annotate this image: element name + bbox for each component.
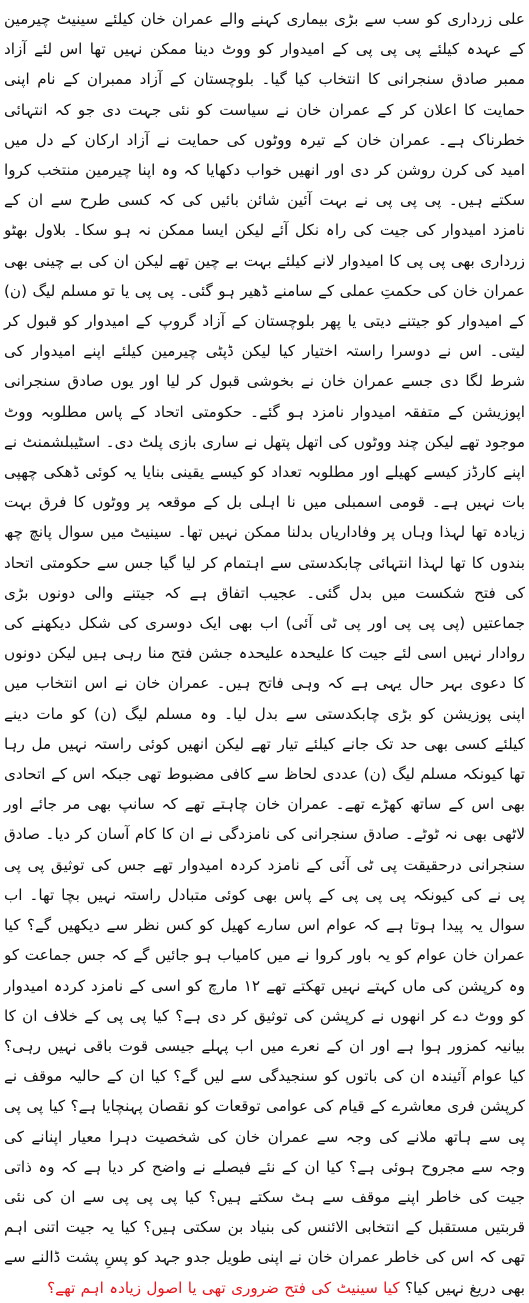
closing-question-highlight: کیا سینیٹ کی فتح ضروری تھی یا اصول زیادہ اہم تھے؟ (47, 1278, 400, 1297)
article-column (4, 4, 525, 1297)
article-paragraph (4, 4, 525, 1303)
article-body-text: علی زرداری کو سب سے بڑی بیماری کہنے والے عمران خان کیلئے سینیٹ چیرمین کے عہدہ کیلئے پی پی پی کے امیدوار کو ووٹ دینا ممکن نہیں تھا اس لئے آزاد ممبر صادق سنجرانی کا انتخاب کیا گیا۔ بلوچستان کے آزاد ممبران کے نام اپنی حمایت کا اعلان کر کے عمران خان نے سیاست کو نئی جہت دی جو کہ انتہائی خطرناک ہے۔ عمران خان کے تیرہ ووٹوں کی حمایت نے آزاد ارکان کے دل میں امید کی کرن روشن کر دی اور انھیں خواب دکھایا کہ وہ اپنا چیرمین منتخب کروا سکتے ہیں۔ پی پی پی نے بہت آئین شائن بائیں کی کہ کسی طرح سے ان کے نامزد امیدوار کی جیت کی راہ نکل آئے لیکن ایسا ممکن نہ ہو سکا۔ بلاول بھٹو زرداری بھی پی پی کا امیدوار لانے کیلئے بہت بے چین تھے لیکن ان کی بے چینی بھی عمران خان کی حکمتِ عملی کے سامنے ڈھیر ہو گئی۔ پی پی یا تو مسلم لیگ (ن) کے امیدوار کو جیتنے دیتی یا پھر بلوچستان کے آزاد گروپ کے امیدوار کو قبول کر لیتی۔ اس نے دوسرا راستہ اختیار کیا لیکن ڈپٹی چیرمین کیلئے اپنے امیدوار کی شرط لگا دی جسے عمران خان نے بخوشی قبول کر لیا اور یوں صادق سنجرانی اپوزیشن کے متفقہ امیدوار نامزد ہو گئے۔ حکومتی اتحاد کے پاس مطلوبہ ووٹ موجود تھے لیکن چند ووٹوں کی اتھل پتھل نے ساری بازی پلٹ دی۔ اسٹیبلشمنٹ نے اپنے کارڈز کیسے کھیلے اور مطلوبہ تعداد کو کیسے یقینی بنایا یہ کوئی ڈھکی چھپی بات نہیں ہے۔ قومی اسمبلی میں نا اہلی بل کے موقعہ پر ووٹوں کا فرق بہت زیادہ تھا لہذا وہاں پر وفاداریاں بدلنا ممکن نہیں تھا۔ سینیٹ میں سوال پانچ چھ بندوں کا تھا لہذا انتہائی چابکدستی سے اہتمام کر لیا گیا جس سے حکومتی اتحاد کی فتح شکست میں بدل گئی۔ عجیب اتفاق ہے کہ جیتنے والی دونوں بڑی جماعتیں (پی پی پی اور پی ٹی آئی) اب بھی ایک دوسری کی شکل دیکھنے کی روادار نہیں اسی لئے جیت کا علیحدہ علیحدہ جشن فتح منا رہی ہیں لیکن دونوں کا دعوی بہر حال یہی ہے کہ وہی فاتح ہیں۔ عمران خان نے اس انتخاب میں اپنی پوزیشن کو بڑی چابکدستی سے بدل لیا۔ وہ مسلم لیگ (ن) کو مات دینے کیلئے کسی بھی حد تک جانے کیلئے تیار تھے لیکن انھیں کوئی راستہ نہیں مل رہا تھا کیونکہ مسلم لیگ (ن) عددی لحاظ سے کافی مضبوط تھی جبکہ اس کے اتحادی بھی اس کے ساتھ کھڑے تھے۔ عمران خان چاہتے تھے کہ سانپ بھی مر جائے اور لاٹھی بھی نہ ٹوٹے۔ صادق سنجرانی کی نامزدگی نے ان کا کام آسان کر دیا۔ صادق سنجرانی درحقیقت پی ٹی آئی کے نامزد کردہ امیدوار تھے جس کی توثیق پی پی پی نے کی کیونکہ پی پی پی کے پاس بھی کوئی متبادل راستہ نہیں بچا تھا۔ اب سوال یہ پیدا ہوتا ہے کہ عوام اس سارے کھیل کو کس نظر سے دیکھیں گے؟ کیا عمران خان عوام کو یہ باور کروا نے میں کامیاب ہو جائیں گے کہ جس جماعت کو وہ کرپشن کی ماں کہتے نہیں تھکتے تھے ۱۲ مارچ کو اسی کے نامزد کردہ امیدوار کو ووٹ دے کر انھوں نے کرپشن کی توثیق کر دی ہے؟ کیا پی پی کے خلاف ان کا بیانیہ کمزور ہوا ہے اور ان کے نعرے میں اب پہلے جیسی قوت باقی نہیں رہی؟ کیا عوام آئیندہ ان کی باتوں کو سنجیدگی سے لیں گے؟ کیا ان کے حالیہ موقف نے کرپشن فری معاشرے کے قیام کی عوامی توقعات کو نقصان پہنچایا ہے؟ کیا پی پی پی سے ہاتھ ملانے کی وجہ سے عمران خان کی شخصیت دہرا معیار اپنانے کی وجہ سے مجروح ہوئی ہے؟ کیا ان کے نئے فیصلے نے واضح کر دیا ہے کہ وہ ذاتی جیت کی خاطر اپنے موقف سے ہٹ سکتے ہیں؟ کیا پی پی پی سے ان کی نئی قربتیں مستقبل کے انتخابی الائنس کی بنیاد بن سکتی ہیں؟ کیا یہ جیت اتنی اہم تھی کہ اس کی خاطر عمران خان نے اپنی طویل جدو جہد کو پسِ پشت ڈالنے سے بھی دریغ نہیں کیا؟ (4, 10, 525, 1297)
